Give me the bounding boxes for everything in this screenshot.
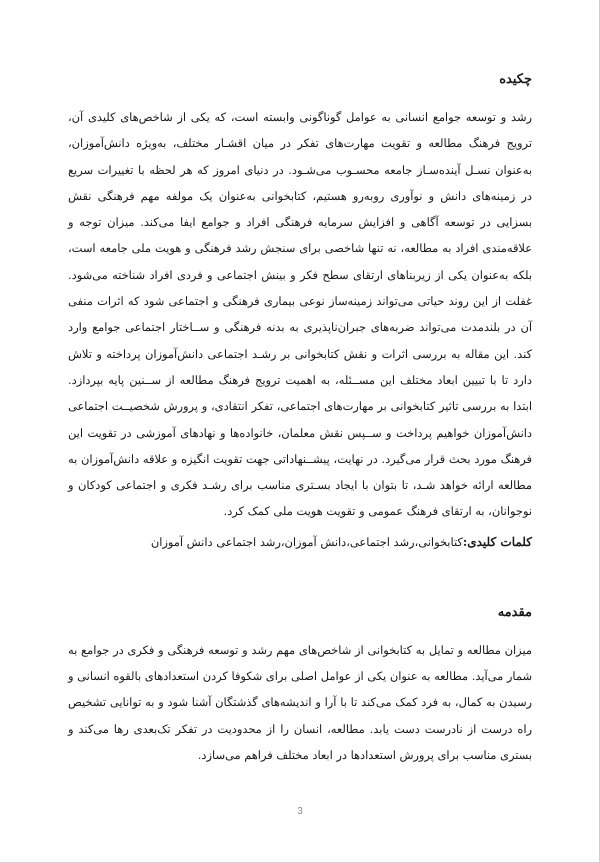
abstract-paragraph: رشد و توسعه جوامع انسانی به عوامل گوناگونی وابسته است، که یکی از شاخص‌های کلیدی آن، ترویج فرهنگ مطالعه و تقویت مهارت‌های تفکر در میان اقشـار مختلف، به‌ویژه دانش‌آموزان، به‌عنوان نسـل آینده‌سـاز جامعه محسـوب می‌شـود. در دنیای امروز که هر لحظه با تغییرات سریع در زمینه‌های دانش و نوآوری روبه‌رو هستیم، کتابخوانی به‌عنوان یک مولفه مهم فرهنگی نقش بسزایی در توسعه آگاهی و افزایش سرمایه فرهنگی افراد و جوامع ایفا می‌کند. میزان توجه و علاقه‌مندی افراد به مطالعه، نه تنها شاخصی برای سنجش رشد فرهنگی و هویت ملی جامعه است، بلکه به‌عنوان یکی از زیربناهای ارتقای سطح فکر و بینش اجتماعی و فردی افراد شناخته می‌شود. غفلت از این روند حیاتی می‌تواند زمینه‌ساز نوعی بیماری فرهنگی و اجتماعی شود که اثرات منفی آن در بلندمدت می‌تواند ضربه‌های جبران‌ناپذیری به بدنه فرهنگی و ســاختار اجتماعی جوامع وارد کند. این مقاله به بررسی اثرات و نقش کتابخوانی بر رشـد اجتماعی دانش‌آموزان پرداخته و تلاش دارد تا با تبیین ابعاد مختلف این مســئله، به اهمیت ترویج فرهنگ مطالعه از ســنین پایه بپردازد. ابتدا به بررسی تاثیر کتابخوانی بر مهارت‌های اجتماعی، تفکر انتقادی، و پرورش شخصیــت اجتماعی دانش‌آموزان خواهیم پرداخت و ســپس نقش معلمان، خانواده‌ها و نهادهای آموزشی در تقویت این فرهنگ مورد بحث قرار می‌گیرد. در نهایت، پیشــنهاداتی جهت تقویت انگیزه و علاقه دانش‌آموزان به مطالعه ارائه خواهد شـد، تا بتوان با ایجاد بسـتری مناسب برای رشـد فکری و اجتماعی کودکان و نوجوانان، به ارتقای فرهنگ عمومی و تقویت هویت ملی کمک کرد. xyxy=(68,110,532,519)
keywords-list: کتابخوانی،رشد اجتماعی،دانش آموزان،رشد اجتماعی دانش آموزان xyxy=(150,534,463,549)
abstract-heading: چکیده xyxy=(499,72,532,87)
introduction-heading: مقدمه xyxy=(497,604,532,620)
introduction-paragraph: میزان مطالعه و تمایل به کتابخوانی از شاخص‌های مهم رشد و توسعه فرهنگی و فکری در جوامع به شمار می‌آید. مطالعه به عنوان یکی از عوامل اصلی برای شکوفا کردن استعدادهای بالقوه انسانی و رسیدن به کمال، به فرد کمک می‌کند تا با آرا و اندیشه‌های گذشتگان آشنا شود و به توانایی تشخیص راه درست از نادرست دست یابد. مطالعه، انسان را از محدودیت در تفکر تک‌بعدی رها می‌کند و بستری مناسب برای پرورش استعدادها در ابعاد مختلف فراهم می‌سازد. xyxy=(68,642,532,762)
keywords-label: کلمات کلیدی: xyxy=(462,534,532,549)
keywords-line xyxy=(68,529,532,555)
page-number: 3 xyxy=(297,806,303,817)
page-content xyxy=(68,70,532,768)
